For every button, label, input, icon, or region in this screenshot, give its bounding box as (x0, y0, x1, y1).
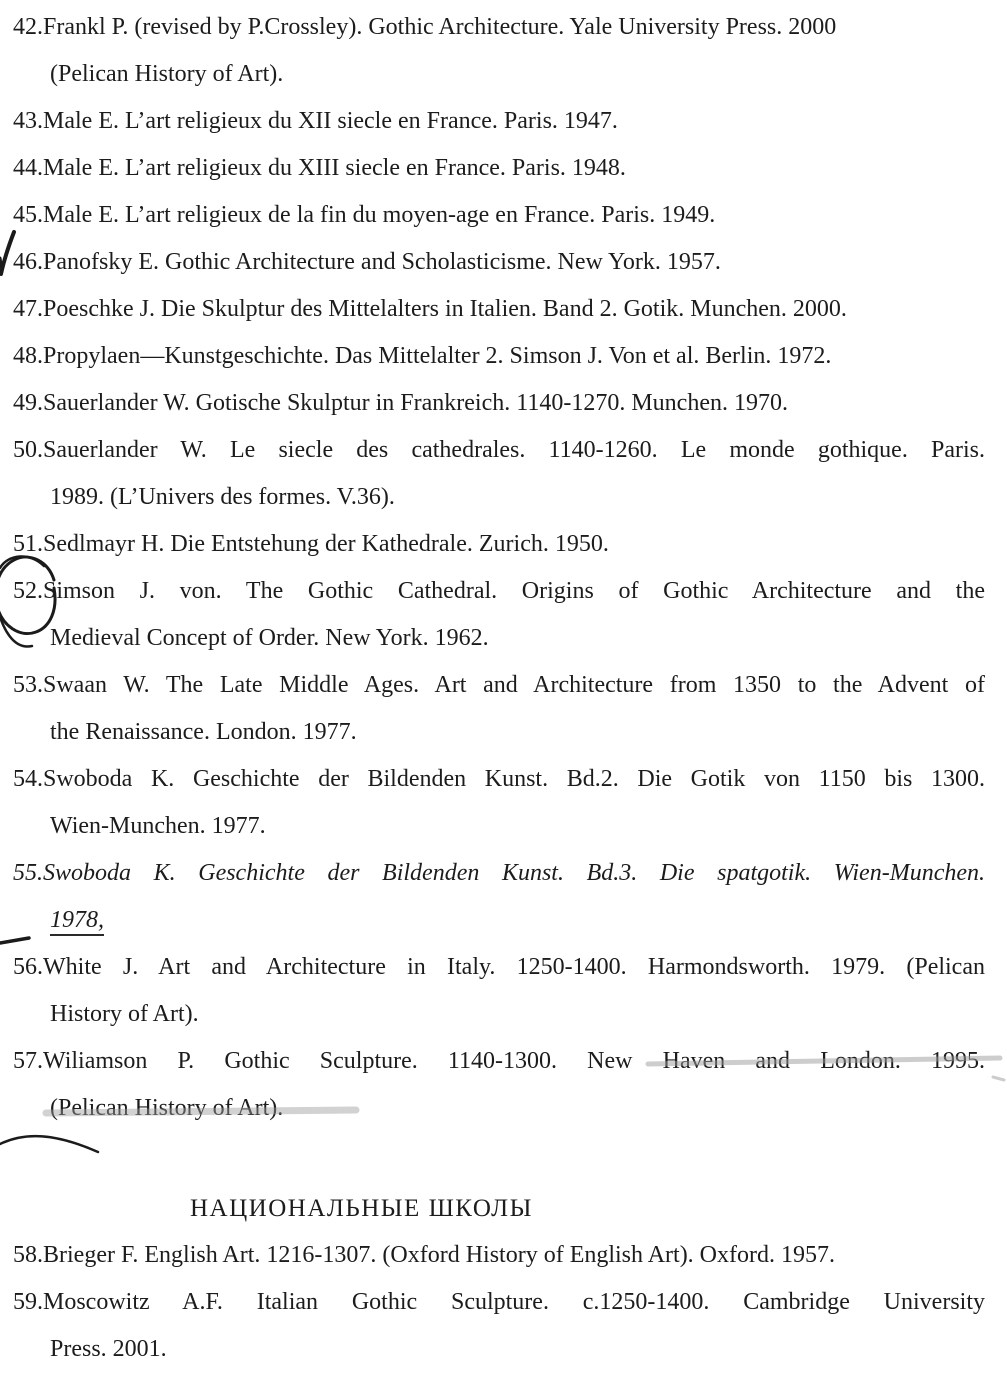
bib-entry-45 (13, 192, 985, 239)
bib-entry-52-line-1: 52.Simson J. von. The Gothic Cathedral. Origins of Gothic Architecture and the (13, 578, 985, 604)
bib-entry-57-line-1: 57.Wiliamson P. Gothic Sculpture. 1140-1300. New Haven and London. 1995. (13, 1048, 985, 1074)
bib-entry-43 (13, 98, 985, 145)
bib-entry-54-line-1: 54.Swoboda K. Geschichte der Bildenden Kunst. Bd.2. Die Gotik von 1150 bis 1300. (13, 766, 985, 792)
bib-entry-57-line-2: (Pelican History of Art). (50, 1095, 284, 1121)
bib-entry-51-line-1: 51.Sedlmayr H. Die Entstehung der Kathedrale. Zurich. 1950. (13, 531, 609, 557)
bib-entry-54 (13, 756, 985, 850)
bib-entry-50 (13, 427, 985, 521)
bib-entry-52-line-2: Medieval Concept of Order. New York. 1962. (50, 625, 489, 651)
bib-entry-56-line-1: 56.White J. Art and Architecture in Italy. 1250-1400. Harmondsworth. 1979. (Pelican (13, 954, 985, 980)
bib-entry-46-line-1: 46.Panofsky E. Gothic Architecture and Scholasticisme. New York. 1957. (13, 249, 721, 275)
bib-entry-55-line-2 (13, 897, 985, 944)
bib-entry-50-line-2: 1989. (L’Univers des formes. V.36). (50, 484, 395, 510)
bib-entry-47 (13, 286, 985, 333)
bib-entry-44-line-1: 44.Male E. L’art religieux du XIII siecle en France. Paris. 1948. (13, 155, 626, 181)
bib-entry-53 (13, 662, 985, 756)
bib-entry-56-line-2: History of Art). (50, 1001, 199, 1027)
bib-entry-42-line-1: 42.Frankl P. (revised by P.Crossley). Gothic Architecture. Yale University Press. 2000 (13, 14, 837, 40)
bib-entry-55-line-1: 55.Swoboda K. Geschichte der Bildenden Kunst. Bd.3. Die spatgotik. Wien-Munchen. (13, 860, 985, 886)
bib-entry-56 (13, 944, 985, 1038)
bib-entry-57 (13, 1038, 985, 1132)
bib-entry-49-line-1: 49.Sauerlander W. Gotische Skulptur in Frankreich. 1140-1270. Munchen. 1970. (13, 390, 788, 416)
bib-entry-54-line-2: Wien-Munchen. 1977. (50, 813, 266, 839)
bib-entry-42-line-2: (Pelican History of Art). (50, 61, 284, 87)
bib-entry-52 (13, 568, 985, 662)
bib-entry-53-line-1: 53.Swaan W. The Late Middle Ages. Art and Architecture from 1350 to the Advent of (13, 672, 985, 698)
section-heading: НАЦИОНАЛЬНЫЕ ШКОЛЫ (190, 1195, 533, 1222)
bib-entry-51 (13, 521, 985, 568)
bib-entry-43-line-1: 43.Male E. L’art religieux du XII siecle en France. Paris. 1947. (13, 108, 618, 134)
bib-entry-50-line-1: 50.Sauerlander W. Le siecle des cathedrales. 1140-1260. Le monde gothique. Paris. (13, 437, 985, 463)
bib-entry-45-line-1: 45.Male E. L’art religieux de la fin du moyen-age en France. Paris. 1949. (13, 202, 716, 228)
bib-entry-42 (13, 4, 985, 98)
bib-entry-44 (13, 145, 985, 192)
pen-margin-curve (0, 1136, 98, 1152)
bib-entry-58-line-1: 58.Brieger F. English Art. 1216-1307. (Oxford History of English Art). Oxford. 1957. (13, 1242, 835, 1268)
pen-tick-mark-tail (0, 258, 2, 271)
bib-entry-47-line-1: 47.Poeschke J. Die Skulptur des Mittelalters in Italien. Band 2. Gotik. Munchen. 2000. (13, 296, 847, 322)
bib-entry-53-line-2: the Renaissance. London. 1977. (50, 719, 357, 745)
bib-entry-58 (13, 1232, 985, 1279)
bib-entry-49 (13, 380, 985, 427)
bib-entry-59-line-2: Press. 2001. (50, 1336, 167, 1362)
bib-entry-48 (13, 333, 985, 380)
underlined-year: 1978, (50, 907, 104, 936)
bib-entry-59-line-1: 59.Moscowitz A.F. Italian Gothic Sculpture. c.1250-1400. Cambridge University (13, 1289, 985, 1315)
bib-entry-59 (13, 1279, 985, 1373)
bib-entry-46 (13, 239, 985, 286)
bib-entry-55 (13, 850, 985, 944)
ink-smudge-entry-57-trailing-mark (993, 1077, 1004, 1080)
bib-entry-48-line-1: 48.Propylaen—Kunstgeschichte. Das Mittelalter 2. Simson J. Von et al. Berlin. 1972. (13, 343, 832, 369)
